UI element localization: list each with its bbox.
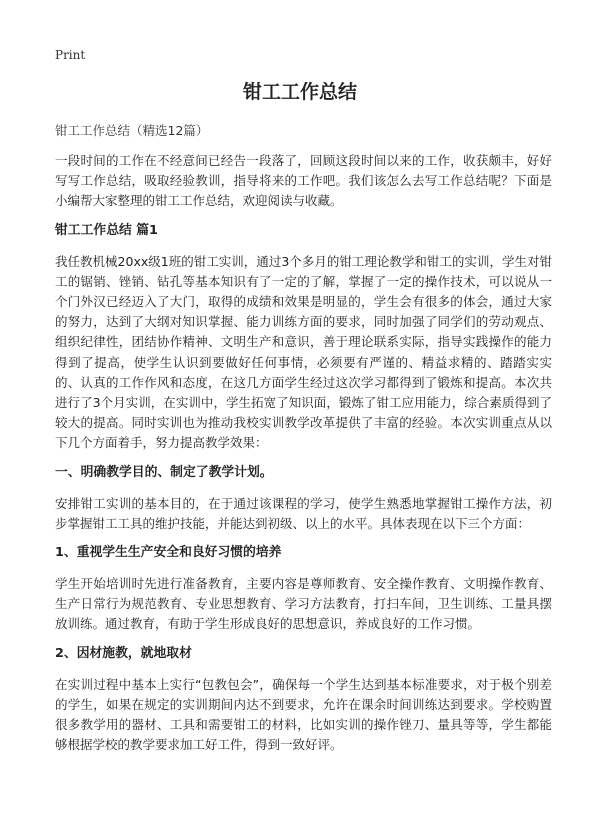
document-subtitle: 钳工工作总结（精选12篇） xyxy=(55,123,209,138)
document-body xyxy=(55,122,552,765)
document-title: 钳工工作总结 xyxy=(242,81,357,103)
teach-by-aptitude-paragraph: 在实训过程中基本上实行“包教包会”，确保每一个学生达到基本标准要求，对于极个别差的学生，如果在规定的实训期间内达不到要求，允许在课余时间训练达到要求。学校购置很多教学用的器材、工具和需要钳工的材料，比如实训的操作锉刀、量具等等，学生都能够根据学校的教学要求加工好工件，得到一致好评。 xyxy=(55,676,552,753)
section-heading-1: 钳工工作总结 篇1 xyxy=(55,222,158,238)
heading-teaching-goal: 一、明确教学目的、制定了教学计划。 xyxy=(55,464,273,480)
heading-teach-by-aptitude: 2、因材施教，就地取材 xyxy=(55,645,192,661)
heading-safety-habits: 1、重视学生生产安全和良好习惯的培养 xyxy=(55,545,282,561)
section-1-paragraph: 我任教机械20xx级1班的钳工实训，通过3个多月的钳工理论教学和钳工的实训，学生对钳工的锯销、锉销、钻孔等基本知识有了一定的了解，掌握了一定的操作技术，可以说从一个门外汉已经迈入了大门，取得的成绩和效果是明显的，学生会有很多的体会，通过大家的努力，达到了大纲对知识掌握、能力训练方面的要求，同时加强了同学们的劳动观点、组织纪律性，团结协作精神、文明生产和意识，善于理论联系实际，指导实践操作的能力得到了提高，使学生认识到要做好任何事情，必须要有严谨的、精益求精的、踏踏实实的、认真的工作作风和态度，在这几方面学生经过这次学习都得到了锻炼和提高。本次共进行了3个月实训，在实训中，学生拓宽了知识面，锻炼了钳工应用能力，综合素质得到了较大的提高。同时实训也为推动我校实训教学改革提供了丰富的经验。本次实训重点从以下几个方面着手，努力提高教学效果： xyxy=(55,253,552,451)
intro-paragraph: 一段时间的工作在不经意间已经告一段落了，回顾这段时间以来的工作，收获颇丰，好好写写工作总结，吸取经验教训，指导将来的工作吧。我们该怎么去写工作总结呢？下面是小编帮大家整理的钳工工作总结，欢迎阅读与收藏。 xyxy=(55,153,552,209)
safety-habits-paragraph: 学生开始培训时先进行准备教育，主要内容是尊师教育、安全操作教育、文明操作教育、生产日常行为规范教育、专业思想教育、学习方法教育，打扫车间，卫生训练、工量具摆放训练。通过教育，有助于学生形成良好的思想意识，养成良好的工作习惯。 xyxy=(55,576,552,632)
print-link[interactable]: Print xyxy=(55,48,86,62)
teaching-goal-paragraph: 安排钳工实训的基本目的，在于通过该课程的学习，使学生熟悉地掌握钳工操作方法，初步掌握钳工工具的维护技能，并能达到初级、以上的水平。具体表现在以下三个方面： xyxy=(55,495,552,531)
